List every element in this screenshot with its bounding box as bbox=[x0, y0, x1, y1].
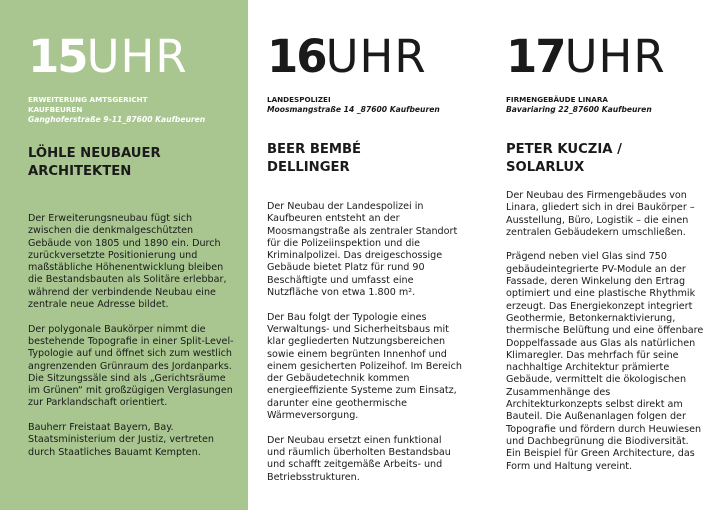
hour-unit: UHR bbox=[564, 30, 666, 83]
hour-unit: UHR bbox=[325, 30, 427, 83]
column-17-uhr bbox=[506, 0, 706, 510]
venue-name-line1: FIRMENGEBÄUDE LINARA bbox=[506, 95, 608, 104]
architect-title bbox=[28, 145, 161, 181]
venue-address: Bavariaring 22_87600 Kaufbeuren bbox=[506, 105, 652, 114]
hour-number: 15 bbox=[28, 30, 87, 83]
time-heading bbox=[28, 30, 188, 83]
architect-title-line1: PETER KUCZIA / bbox=[506, 142, 622, 157]
column-15-uhr bbox=[28, 0, 233, 510]
description bbox=[267, 201, 462, 496]
venue-name-line2: KAUFBEUREN bbox=[28, 105, 83, 114]
time-heading bbox=[267, 30, 427, 83]
architect-title-line2: ARCHITEKTEN bbox=[28, 164, 132, 179]
venue-info bbox=[267, 95, 440, 115]
paragraph: Der Neubau des Firmengebäudes von Linara, gliedert sich in drei Baukörper – Ausstellung, Büro, Logistik – die einen zentralen Gebäudekern umschließen. bbox=[506, 190, 695, 238]
venue-address: Ganghoferstraße 9-11_87600 Kaufbeuren bbox=[28, 115, 206, 124]
venue-info bbox=[506, 95, 652, 115]
paragraph: Der Neubau der Landespolizei in Kaufbeuren entsteht an der Moosmangstraße als zentraler Standort für die Polizeiinspektion und die Kriminalpolizei. Das dreigeschossige Gebäude bietet Platz für rund 90 Beschäftigte und umfasst eine Nutzfläche von etwa 1.800 m². bbox=[267, 201, 458, 299]
paragraph: Bauherr Freistaat Bayern, Bay. Staatsministerium der Justiz, vertreten durch Staatliches Bauamt Kempten. bbox=[28, 422, 214, 458]
venue-address: Moosmangstraße 14 _87600 Kaufbeuren bbox=[267, 105, 440, 114]
hour-unit: UHR bbox=[86, 30, 188, 83]
architect-title bbox=[267, 141, 361, 177]
architect-title-line1: BEER BEMBÉ bbox=[267, 142, 362, 157]
paragraph: Der polygonale Baukörper nimmt die bestehende Topografie in einer Split-Level-Typologie auf und öffnet sich zum westlich angrenzenden Grünraum des Jordanparks. Die Sitzungssäle sind als „Gerichtsräume im Grünen“ mit großzügigen Verglasungen zur Parklandschaft orientiert. bbox=[28, 323, 234, 409]
paragraph: Der Erweiterungsneubau fügt sich zwischen die denkmalgeschützten Gebäude von 1805 und 1890 ein. Durch zurückversetzte Positionierung und maßstäbliche Höhenentwicklung bleiben die Bestandsbauten als Solitäre erlebbar, während der verbindende Neubau eine zentrale neue Adresse bildet. bbox=[28, 213, 227, 311]
architect-title bbox=[506, 141, 622, 177]
description bbox=[28, 213, 238, 471]
hour-number: 17 bbox=[506, 30, 565, 83]
venue-name-line1: ERWEITERUNG AMTSGERICHT bbox=[28, 95, 148, 104]
time-heading bbox=[506, 30, 666, 83]
paragraph: Der Bau folgt der Typologie eines Verwaltungs- und Sicherheitsbaus mit klar gegliederten Nutzungsbereichen sowie einem begrünten Innenhof und einem gesicherten Polizeihof. Im Bereich der Gebäudetechnik kommen energieeffiziente Systeme zum Einsatz, darunter eine geothermische Wärmeversorgung. bbox=[267, 311, 462, 422]
architect-title-line1: LÖHLE NEUBAUER bbox=[28, 146, 161, 161]
architect-title-line2: DELLINGER bbox=[267, 160, 350, 175]
paragraph: Prägend neben viel Glas sind 750 gebäudeintegrierte PV-Module an der Fassade, deren Winkelung den Ertrag optimiert und eine plastische Rhythmik erzeugt. Das Energiekonzept integriert Geothermie, Betonkernaktivierung, thermische Belüftung und eine öffenbare Doppelfassade aus Glas als natürlichen Klimaregler. Das mehrfach für seine nachhaltige Architektur prämierte Gebäude, vermittelt die ökologischen Zusammenhänge des Architekturkonzepts selbst direkt am Bauteil. Die Außenanlagen folgen der Topografie und fördern durch Heuwiesen und Dachbegrünung die Biodiversität. Ein Beispiel für Green Architecture, das Form und Haltung vereint. bbox=[506, 251, 704, 472]
hour-number: 16 bbox=[267, 30, 326, 83]
column-16-uhr bbox=[267, 0, 462, 510]
venue-info bbox=[28, 95, 205, 125]
paragraph: Der Neubau ersetzt einen funktional und räumlich überholten Bestandsbau und schafft zeitgemäße Arbeits- und Betriebsstrukturen. bbox=[267, 434, 451, 483]
venue-name-line1: LANDESPOLIZEI bbox=[267, 95, 331, 104]
description bbox=[506, 190, 706, 485]
architect-title-line2: SOLARLUX bbox=[506, 160, 585, 175]
